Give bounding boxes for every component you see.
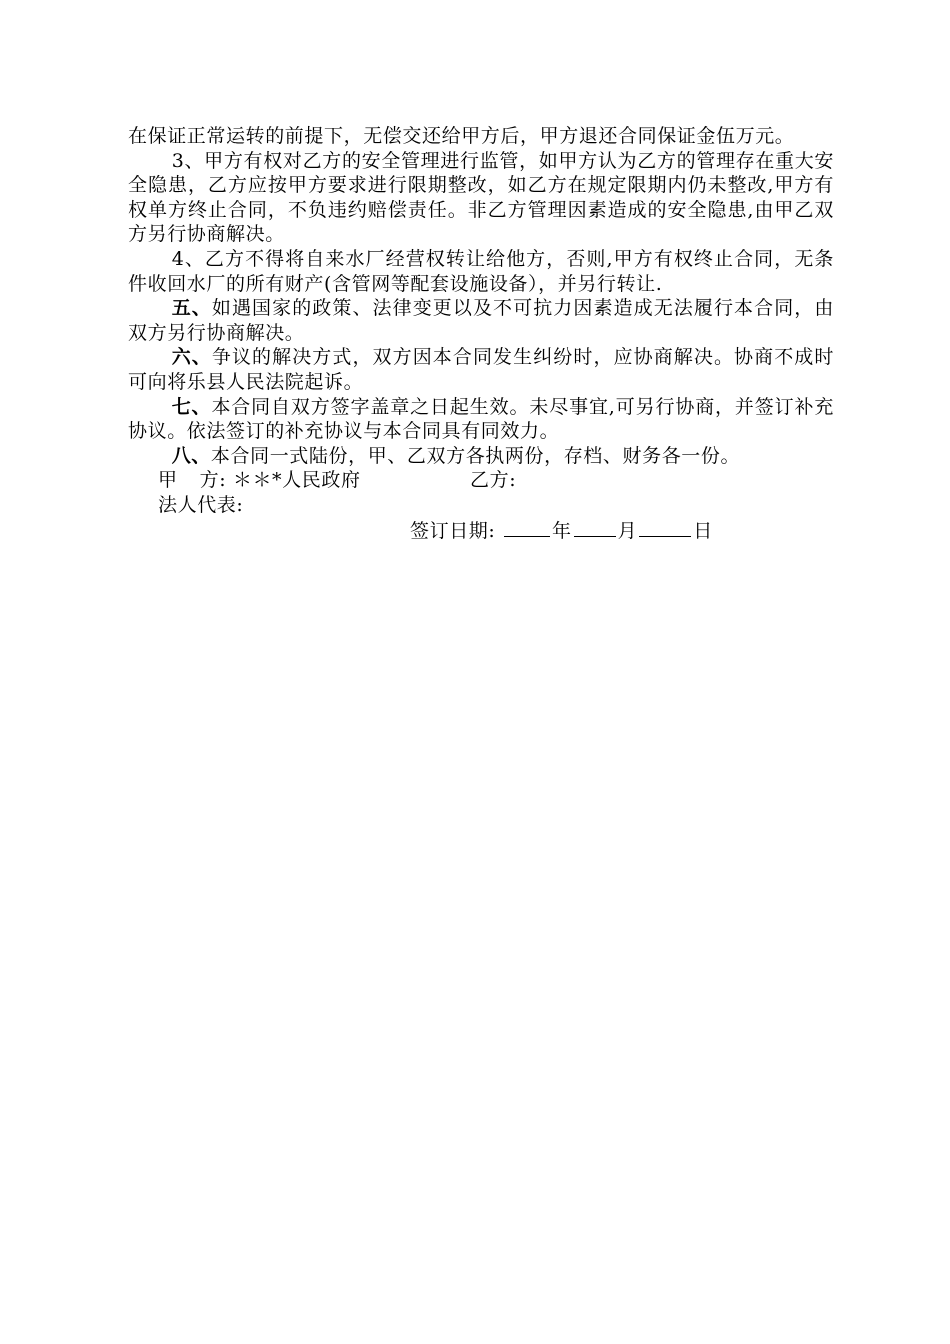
article-five: [128, 296, 834, 345]
year-unit: 年: [552, 519, 572, 542]
party-a-block: [128, 468, 470, 493]
paragraph-continuation: 在保证正常运转的前提下，无偿交还给甲方后，甲方退还合同保证金伍万元。: [128, 125, 795, 147]
party-a-name: ＊＊*人民政府: [232, 469, 361, 492]
clause-4: 4、乙方不得将自来水厂经营权转让给他方，否则,甲方有权终止合同，无条件收回水厂的所有财产(含管网等配套设施设备），并另行转让.: [128, 247, 834, 295]
article-five-text: 如遇国家的政策、法律变更以及不可抗力因素造成无法履行本合同，由双方另行协商解决。: [128, 297, 834, 344]
article-seven-number: 七、: [171, 395, 212, 418]
article-five-number: 五、: [171, 297, 212, 320]
article-six-text: 争议的解决方式，双方因本合同发生纠纷时，应协商解决。协商不成时可向将乐县人民法院起诉。: [128, 346, 834, 393]
article-eight-text: 本合同一式陆份，甲、乙双方各执两份，存档、财务各一份。: [210, 444, 741, 467]
party-b-label: 乙方:: [470, 469, 517, 492]
party-a-label-second: 方:: [199, 469, 227, 492]
year-blank: [504, 518, 550, 537]
signing-date: [128, 518, 834, 544]
article-seven-text: 本合同自双方签字盖章之日起生效。未尽事宜,可另行协商，并签订补充协议。依法签订的补充协议与本合同具有同效力。: [128, 395, 835, 443]
month-unit: 月: [617, 519, 638, 542]
article-eight-number: 八、: [171, 444, 211, 467]
article-six-number: 六、: [171, 346, 212, 369]
month-blank: [574, 518, 616, 537]
day-blank: [639, 518, 691, 537]
clause-3: 3、甲方有权对乙方的安全管理进行监管，如甲方认为乙方的管理存在重大安全隐患，乙方应按甲方要求进行限期整改，如乙方在规定限期内仍未整改,甲方有权单方终止合同，不负违约赔偿责任。非乙方管理因素造成的安全隐患,由甲乙双方另行协商解决。: [128, 149, 834, 246]
article-eight: [128, 444, 834, 469]
day-unit: 日: [693, 519, 713, 542]
signature-parties: [128, 468, 834, 493]
party-a-label-first: 甲: [158, 469, 178, 492]
legal-representative: 法人代表:: [158, 493, 244, 516]
signing-date-label: 签订日期:: [410, 519, 496, 542]
contract-body: [128, 124, 834, 543]
article-seven: [128, 395, 834, 444]
party-b-block: [470, 468, 516, 493]
article-six: [128, 345, 834, 394]
